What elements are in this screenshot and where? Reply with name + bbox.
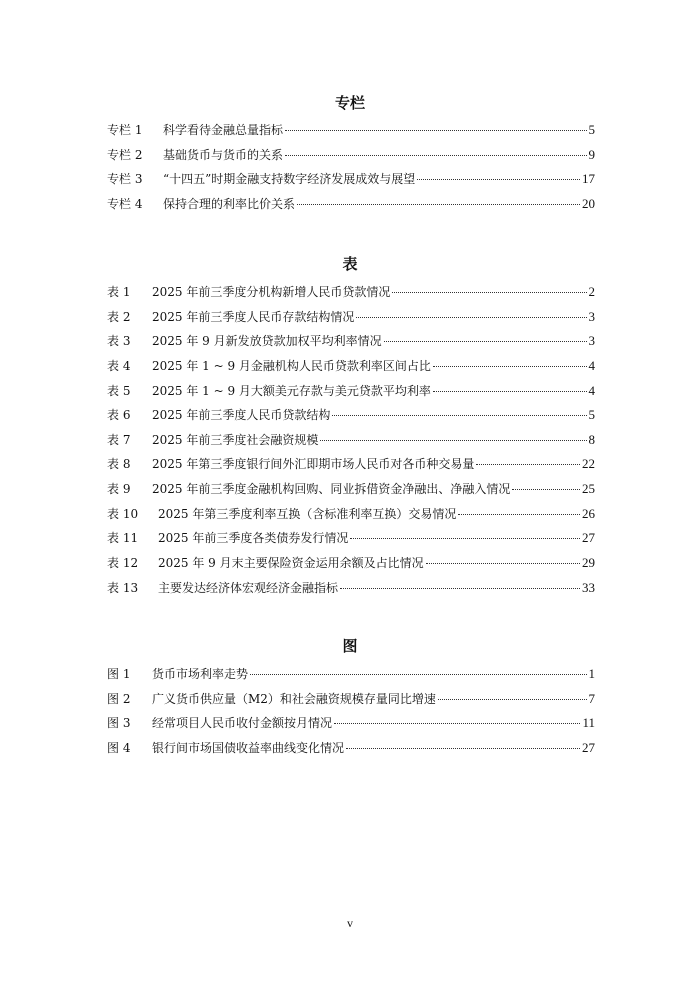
toc-entry[interactable] (107, 122, 595, 147)
entry-page: 22 (582, 456, 595, 472)
entry-title: 银行间市场国债收益率曲线变化情况 (152, 740, 345, 755)
dot-leader (438, 699, 587, 700)
entry-page: 8 (588, 431, 595, 447)
dot-leader (340, 588, 580, 589)
toc-entry[interactable] (107, 691, 595, 716)
entry-page: 17 (582, 171, 595, 187)
entry-label: 图 2 (107, 691, 131, 706)
toc-entry[interactable] (107, 740, 595, 765)
dot-leader (476, 464, 580, 465)
toc-entry[interactable] (107, 555, 595, 580)
columns-heading: 专栏 (334, 94, 365, 112)
entry-page: 5 (588, 122, 595, 137)
toc-entry[interactable] (107, 506, 595, 531)
entry-label: 表 12 (107, 556, 139, 571)
dot-leader (356, 317, 586, 318)
dot-leader (334, 723, 580, 724)
entry-title: 科学看待金融总量指标 (163, 123, 284, 137)
entry-page: 7 (588, 690, 595, 706)
entry-title: 2025 年前三季度分机构新增人民币贷款情况 (152, 285, 391, 299)
entry-label: 表 9 (107, 482, 131, 497)
entry-page: 27 (582, 739, 595, 755)
toc-entry[interactable] (107, 456, 595, 481)
entry-title: 广义货币供应量（M2）和社会融资规模存量同比增速 (152, 691, 436, 706)
tables-list (107, 284, 595, 604)
entry-page: 1 (588, 666, 595, 681)
columns-list (107, 122, 595, 221)
entry-page: 3 (588, 308, 595, 324)
entry-title: 2025 年前三季度社会融资规模 (152, 432, 319, 447)
entry-label: 表 11 (107, 531, 139, 546)
entry-label: 表 6 (107, 408, 131, 423)
entry-label: 专栏 2 (107, 147, 143, 162)
toc-entry[interactable] (107, 333, 595, 358)
entry-title: 2025 年前三季度人民币贷款结构 (152, 408, 331, 423)
entry-label: 表 4 (107, 358, 131, 373)
dot-leader (285, 130, 586, 131)
entry-label: 表 8 (107, 457, 131, 472)
entry-title: “十四五”时期金融支持数字经济发展成效与展望 (163, 172, 416, 187)
entry-title: 主要发达经济体宏观经济金融指标 (158, 580, 339, 595)
page-number: v (347, 916, 353, 930)
entry-title: 2025 年前三季度各类债券发行情况 (158, 531, 349, 546)
dot-leader (320, 440, 586, 441)
toc-entry[interactable] (107, 580, 595, 605)
toc-entry[interactable] (107, 383, 595, 408)
entry-page: 5 (588, 407, 595, 423)
entry-title: 基础货币与货币的关系 (163, 147, 284, 162)
toc-entry[interactable] (107, 530, 595, 555)
dot-leader (433, 391, 587, 392)
dot-leader (458, 514, 580, 515)
entry-title: 2025 年 1 ~ 9 月大额美元存款与美元贷款平均利率 (152, 383, 431, 398)
dot-leader (350, 538, 580, 539)
entry-label: 表 2 (107, 309, 131, 324)
entry-page: 11 (582, 715, 595, 731)
figures-list (107, 666, 595, 765)
entry-title: 2025 年 9 月新发放贷款加权平均利率情况 (152, 334, 382, 349)
toc-entry[interactable] (107, 715, 595, 740)
entry-page: 2 (588, 284, 595, 299)
dot-leader (384, 341, 587, 342)
entry-title: 2025 年 9 月末主要保险资金运用余额及占比情况 (158, 556, 424, 571)
dot-leader (250, 674, 586, 675)
toc-entry[interactable] (107, 407, 595, 432)
entry-label: 表 13 (107, 580, 139, 595)
entry-label: 图 4 (107, 740, 131, 755)
entry-label: 专栏 4 (107, 196, 143, 211)
entry-page: 26 (582, 505, 595, 521)
entry-label: 表 7 (107, 432, 131, 447)
toc-entry[interactable] (107, 171, 595, 196)
dot-leader (512, 489, 580, 490)
dot-leader (332, 415, 586, 416)
toc-entry[interactable] (107, 666, 595, 691)
entry-title: 2025 年前三季度人民币存款结构情况 (152, 309, 355, 324)
entry-page: 25 (582, 481, 595, 497)
entry-page: 3 (588, 333, 595, 349)
entry-page: 9 (588, 146, 595, 162)
dot-leader (417, 179, 580, 180)
dot-leader (285, 155, 586, 156)
entry-label: 表 1 (107, 285, 131, 299)
entry-title: 货币市场利率走势 (152, 667, 249, 681)
entry-label: 图 3 (107, 716, 131, 731)
entry-label: 专栏 1 (107, 123, 143, 137)
entry-title: 2025 年第三季度利率互换（含标准利率互换）交易情况 (158, 506, 457, 521)
entry-title: 2025 年前三季度金融机构回购、同业拆借资金净融出、净融入情况 (152, 482, 511, 497)
entry-page: 4 (588, 357, 595, 373)
toc-entry[interactable] (107, 358, 595, 383)
dot-leader (426, 563, 580, 564)
entry-title: 2025 年 1 ~ 9 月金融机构人民币贷款利率区间占比 (152, 358, 431, 373)
entry-label: 表 10 (107, 506, 139, 521)
toc-entry[interactable] (107, 147, 595, 172)
entry-page: 20 (582, 195, 595, 211)
toc-entry[interactable] (107, 284, 595, 309)
entry-label: 表 5 (107, 383, 131, 398)
toc-entry[interactable] (107, 481, 595, 506)
entry-title: 保持合理的利率比价关系 (163, 196, 296, 211)
entry-label: 表 3 (107, 334, 131, 349)
entry-label: 图 1 (107, 667, 131, 681)
entry-title: 经常项目人民币收付金额按月情况 (152, 716, 333, 731)
entry-title: 2025 年第三季度银行间外汇即期市场人民币对各币种交易量 (152, 457, 475, 472)
toc-entry[interactable] (107, 432, 595, 457)
entry-page: 33 (582, 579, 595, 595)
figures-heading: 图 (342, 637, 358, 655)
dot-leader (297, 204, 580, 205)
toc-entry[interactable] (107, 196, 595, 221)
entry-page: 4 (588, 382, 595, 398)
entry-page: 27 (582, 530, 595, 546)
tables-heading: 表 (342, 255, 358, 273)
entry-label: 专栏 3 (107, 172, 143, 187)
dot-leader (346, 748, 580, 749)
entry-page: 29 (582, 555, 595, 571)
toc-entry[interactable] (107, 309, 595, 334)
dot-leader (433, 366, 587, 367)
dot-leader (392, 292, 586, 293)
